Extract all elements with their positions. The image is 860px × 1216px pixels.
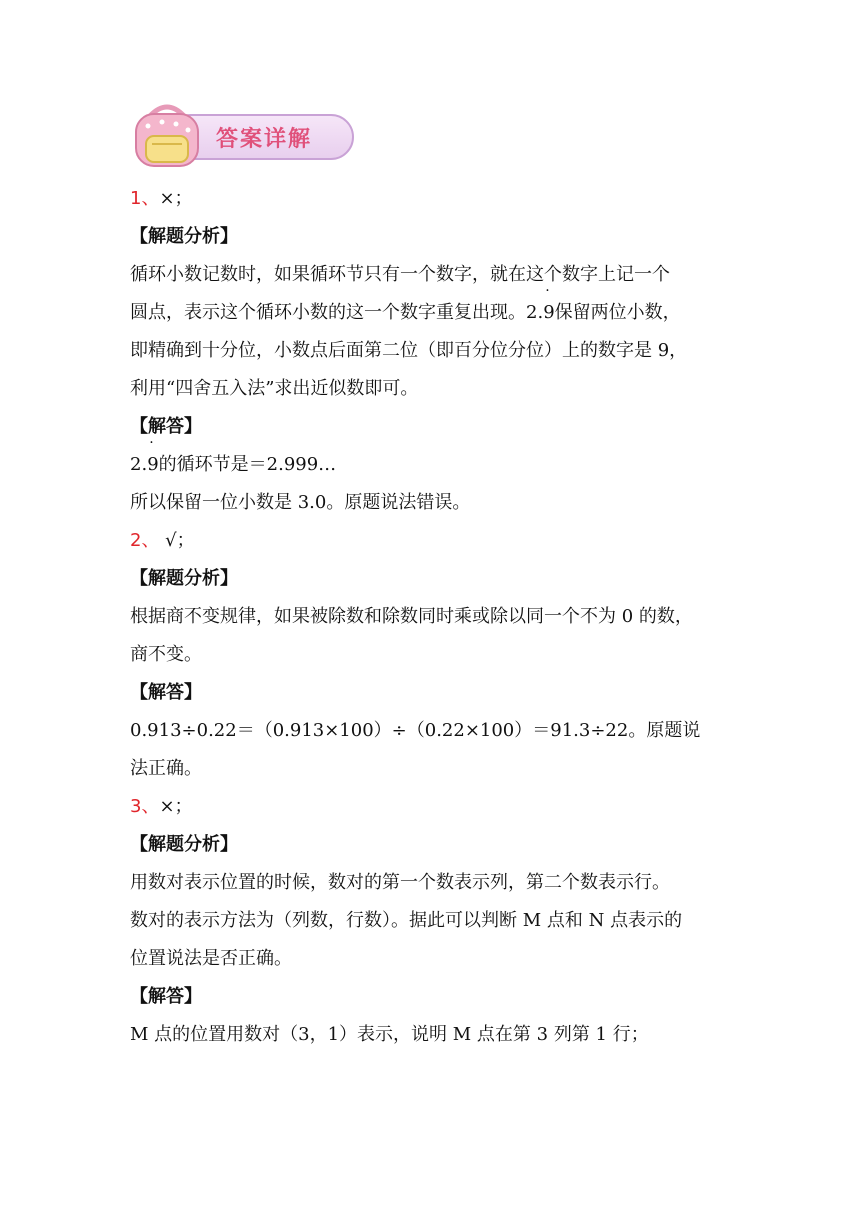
question-number: 1、: [130, 188, 160, 209]
text-segment: 保留两位小数，: [554, 302, 681, 323]
question-number: 3、: [130, 796, 160, 817]
text-line: 数对的表示方法为（列数，行数）。据此可以判断 M 点和 N 点表示的: [130, 910, 683, 931]
answer-heading: 【解答】: [130, 416, 202, 437]
text-line: 用数对表示位置的时候，数对的第一个数表示列，第二个数表示行。: [130, 872, 670, 893]
decimal-whole: 2.: [526, 302, 544, 323]
question-1-header: [130, 180, 750, 218]
repeating-digit: · 9: [147, 446, 158, 484]
analysis-heading: 【解题分析】: [130, 226, 238, 247]
question-mark: √；: [159, 530, 195, 551]
banner-title: 答案详解: [216, 127, 313, 152]
decimal-whole: 2.: [130, 454, 148, 475]
question-2-header: [130, 522, 750, 560]
repeating-decimal: [526, 302, 555, 323]
analysis-heading: 【解题分析】: [130, 834, 238, 855]
question-mark: ×；: [159, 796, 193, 817]
text-line: 循环小数记数时，如果循环节只有一个数字，就在这个数字上记一个: [130, 264, 670, 285]
answer-text: [130, 446, 750, 522]
answer-heading: 【解答】: [130, 682, 202, 703]
text-line: 即精确到十分位，小数点后面第二位（即百分位分位）上的数字是 9，: [130, 340, 688, 361]
repeating-decimal: [130, 454, 159, 475]
text-line: 法正确。: [130, 758, 202, 779]
answer-content: [130, 180, 750, 1054]
question-mark: ×；: [159, 188, 193, 209]
analysis-text: [130, 864, 750, 978]
backpack-icon: [128, 98, 206, 170]
text-line: 利用“四舍五入法”求出近似数即可。: [130, 378, 419, 399]
analysis-heading: 【解题分析】: [130, 568, 238, 589]
repeating-digit: · 9: [543, 294, 554, 332]
question-number: 2、: [130, 530, 160, 551]
text-segment: 的循环节是＝2.999…: [158, 454, 337, 475]
analysis-text: [130, 256, 750, 408]
answer-text: [130, 1016, 750, 1054]
analysis-text: [130, 598, 750, 674]
text-line: 根据商不变规律，如果被除数和除数同时乘或除以同一个不为 0 的数，: [130, 606, 693, 627]
answer-banner: [128, 98, 360, 170]
text-line: 位置说法是否正确。: [130, 948, 292, 969]
text-line: M 点的位置用数对（3，1）表示，说明 M 点在第 3 列第 1 行；: [130, 1024, 649, 1045]
text-line: 商不变。: [130, 644, 202, 665]
answer-heading: 【解答】: [130, 986, 202, 1007]
text-segment: 圆点，表示这个循环小数的这一个数字重复出现。: [130, 302, 526, 323]
answer-text: [130, 712, 750, 788]
text-line: [130, 446, 750, 484]
text-line: 0.913÷0.22＝（0.913×100）÷（0.22×100）＝91.3÷22。原题说: [130, 720, 701, 741]
question-3-header: [130, 788, 750, 826]
text-line: 所以保留一位小数是 3.0。原题说法错误。: [130, 492, 471, 513]
text-line: [130, 294, 750, 332]
